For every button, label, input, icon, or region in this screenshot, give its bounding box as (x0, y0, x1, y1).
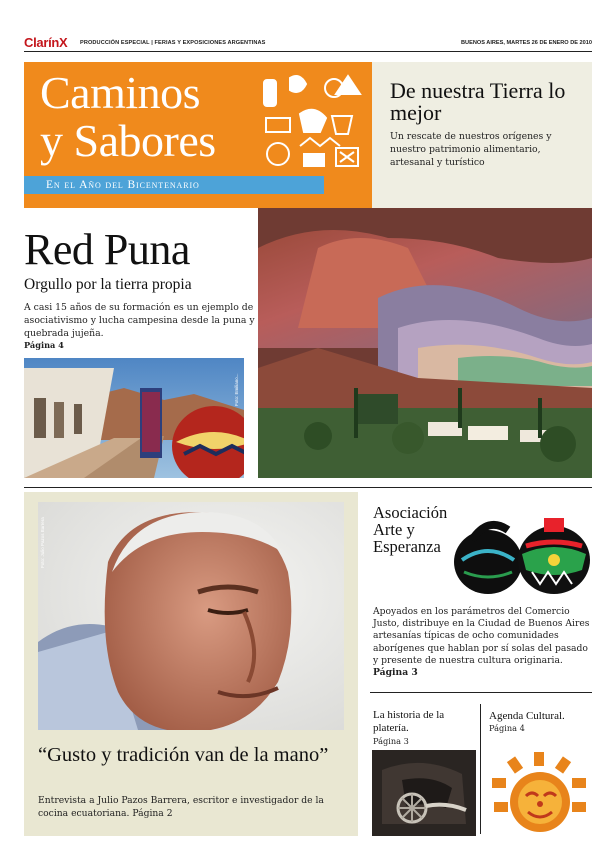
intro-title[interactable]: De nuestra Tierra lo mejor (390, 78, 566, 126)
red-puna-headline[interactable]: Red Puna (24, 225, 190, 274)
silver-spur-photo (372, 750, 476, 836)
interview-description (38, 795, 348, 820)
asociacion-description-text: Apoyados en los parámetros del Comercio Justo, distribuye en la Ciudad de Buenos Aires artesanías típicas de ocho comunidades aborígenes que hablan por sí solas del pasado y presente de nuestra cultura originaria. (373, 606, 590, 666)
julio-pazos-portrait (38, 502, 344, 730)
column-rule (370, 692, 592, 693)
red-puna-page-ref[interactable]: Página 4 (24, 340, 64, 350)
intro-description: Un rescate de nuestros orígenes y nuestro patrimonio alimentario, artesanal y turístico (390, 130, 552, 168)
market-street-photo (24, 358, 244, 478)
asociacion-headline[interactable]: Asociación Arte y Esperanza (373, 503, 448, 556)
interview-page-ref[interactable]: Página 2 (132, 807, 173, 819)
asociacion-description (373, 606, 595, 679)
newspaper-logo[interactable] (24, 35, 67, 50)
sun-face-illustration (488, 750, 592, 836)
column-divider (480, 704, 481, 834)
plateria-headline[interactable]: La historia de la platería. (373, 709, 445, 735)
ethnic-pattern-illustration (260, 70, 366, 172)
interview-headline[interactable]: “Gusto y tradición van de la mano” (38, 744, 329, 766)
section-rule (24, 487, 592, 488)
asociacion-page-ref[interactable]: Página 3 (373, 667, 418, 679)
logo-mark: X (59, 35, 68, 50)
interview-description-text: Entrevista a Julio Pazos Barrera, escritor e investigador de la cocina ecuatoriana. (38, 795, 324, 819)
seven-colors-mountain-photo (258, 208, 592, 478)
ceramic-pottery-illustration (452, 500, 592, 602)
photo-credit: Foto: Emiliano... (234, 373, 239, 406)
red-puna-description: A casi 15 años de su formación es un ejemplo de asociativismo y lucha campesina desde la puna y quebrada jujeña. (24, 302, 255, 339)
logo-text: Clarín (24, 35, 60, 50)
header-rule (24, 51, 592, 52)
masthead-title-line1: Caminos (40, 67, 201, 118)
masthead-title-line2: y Sabores (40, 115, 216, 166)
dateline: BUENOS AIRES, MARTES 26 DE ENERO DE 2010 (461, 40, 592, 46)
masthead-subtitle: En el Año del Bicentenario (46, 179, 200, 191)
portrait-photo-credit: Foto: Julio Pazos Barrera (40, 517, 45, 568)
intro-box (372, 62, 592, 208)
section-label: PRODUCCIÓN ESPECIAL | FERIAS Y EXPOSICIONES ARGENTINAS (80, 40, 266, 46)
red-puna-subtitle: Orgullo por la tierra propia (24, 276, 192, 293)
plateria-page-ref[interactable]: Página 3 (373, 736, 409, 746)
masthead (24, 62, 372, 208)
agenda-headline[interactable]: Agenda Cultural. (489, 710, 565, 722)
agenda-page-ref[interactable]: Página 4 (489, 723, 525, 733)
